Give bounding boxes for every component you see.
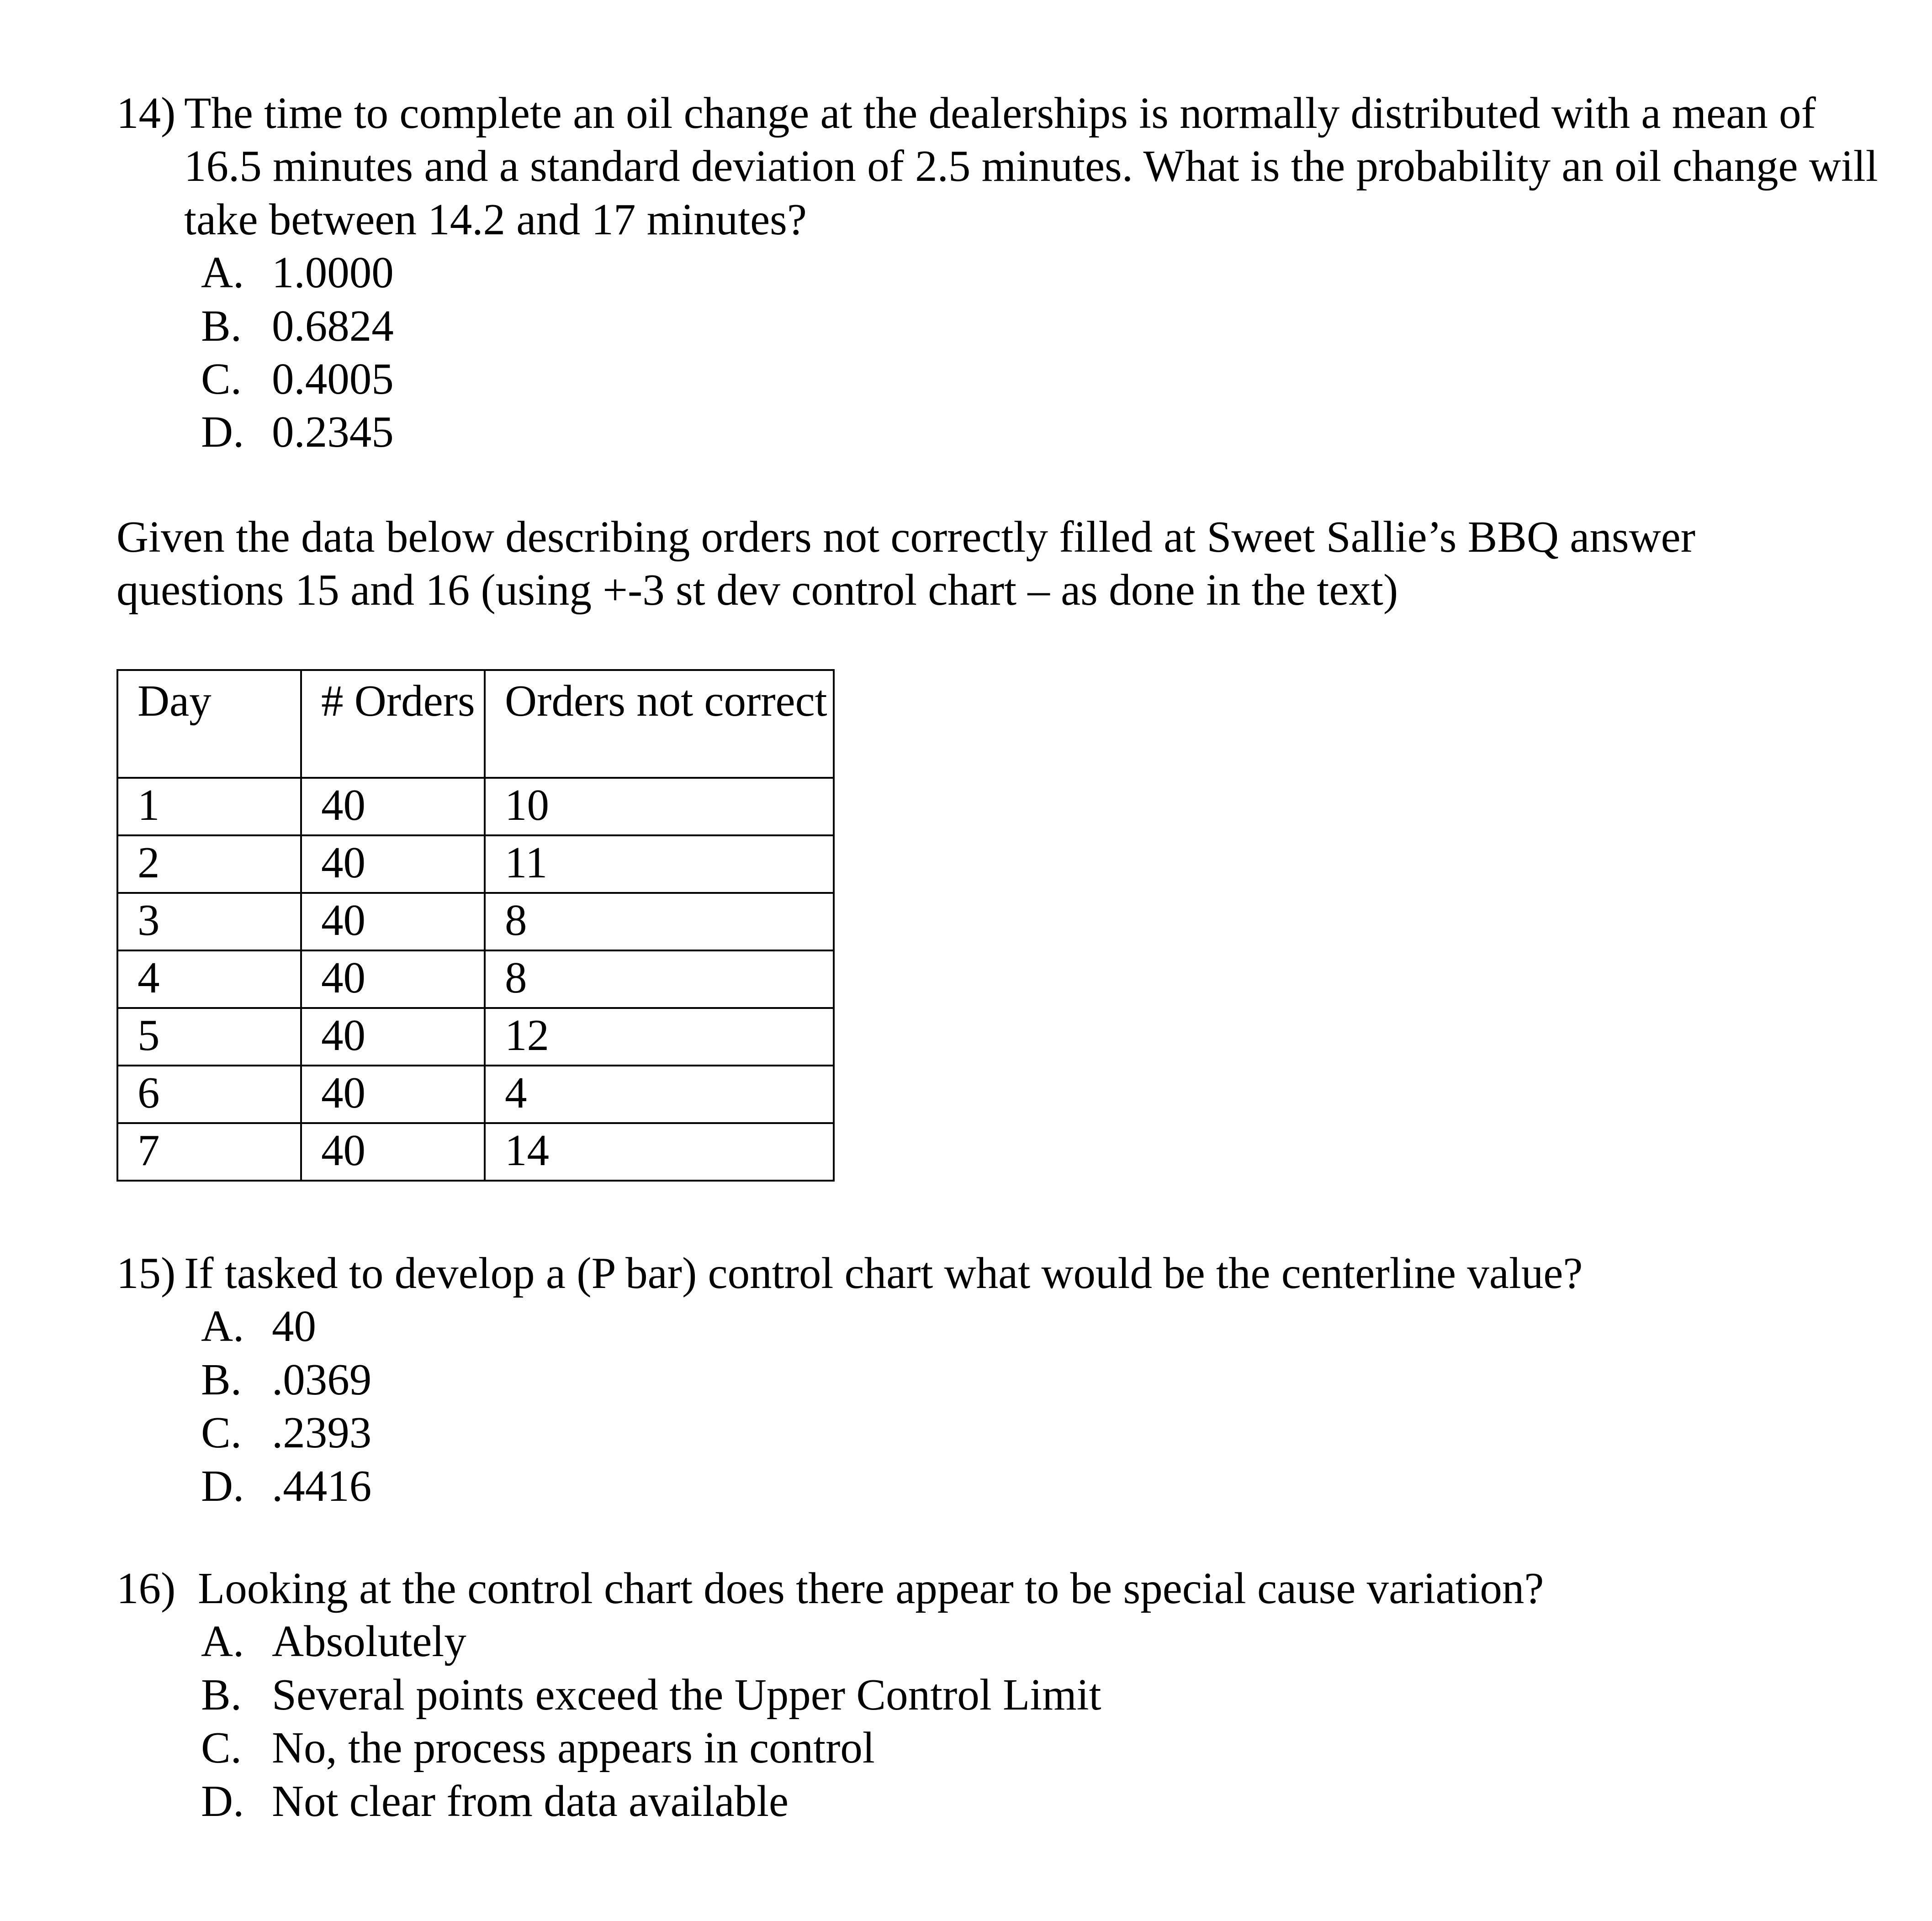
- option-letter: C.: [201, 354, 242, 403]
- option-letter: D.: [201, 1776, 244, 1826]
- cell-orders: 40: [301, 1123, 485, 1181]
- cell-orders: 40: [301, 893, 485, 950]
- cell-not-correct: 4: [485, 1066, 834, 1123]
- option-b: [201, 1668, 1921, 1721]
- table-row: [117, 893, 834, 950]
- cell-not-correct: 8: [485, 950, 834, 1008]
- cell-not-correct: 11: [485, 835, 834, 893]
- question-16: [116, 1562, 1921, 1828]
- cell-day: 3: [117, 893, 301, 950]
- option-text: .2393: [272, 1408, 372, 1457]
- option-a: [201, 1300, 1921, 1353]
- answer-options: [201, 1615, 1921, 1828]
- cell-day: 5: [117, 1008, 301, 1066]
- option-text: Not clear from data available: [272, 1776, 789, 1826]
- option-text: 0.4005: [272, 354, 394, 403]
- option-letter: A.: [201, 1617, 244, 1666]
- option-text: .4416: [272, 1461, 372, 1510]
- table-row: [117, 1066, 834, 1123]
- option-letter: D.: [201, 1461, 244, 1510]
- option-letter: A.: [201, 1302, 244, 1351]
- question-number: 16): [116, 1564, 176, 1613]
- option-letter: B.: [201, 1355, 242, 1404]
- option-letter: B.: [201, 1670, 242, 1719]
- question-number: 14): [116, 89, 176, 137]
- cell-orders: 40: [301, 950, 485, 1008]
- cell-not-correct: 12: [485, 1008, 834, 1066]
- option-text: Several points exceed the Upper Control Limit: [272, 1670, 1101, 1719]
- question-number: 15): [116, 1249, 176, 1298]
- question-14: [116, 87, 1889, 459]
- option-text: Absolutely: [272, 1617, 466, 1666]
- option-letter: C.: [201, 1723, 242, 1773]
- cell-orders: 40: [301, 1008, 485, 1066]
- option-b: [201, 300, 1889, 353]
- option-letter: B.: [201, 301, 242, 350]
- option-text: 0.6824: [272, 301, 394, 350]
- table-row: [117, 835, 834, 893]
- option-text: 0.2345: [272, 407, 394, 457]
- option-c: [201, 1721, 1921, 1774]
- option-b: [201, 1353, 1921, 1406]
- option-c: [201, 353, 1889, 406]
- option-letter: C.: [201, 1408, 242, 1457]
- cell-not-correct: 10: [485, 778, 834, 835]
- option-d: [201, 406, 1889, 459]
- answer-options: [201, 246, 1889, 459]
- question-text: If tasked to develop a (P bar) control chart what would be the centerline value?: [184, 1249, 1583, 1298]
- option-d: [201, 1460, 1921, 1513]
- option-d: [201, 1775, 1921, 1828]
- option-text: No, the process appears in control: [272, 1723, 875, 1773]
- option-letter: A.: [201, 248, 244, 297]
- cell-day: 2: [117, 835, 301, 893]
- question-15: [116, 1247, 1921, 1513]
- cell-not-correct: 8: [485, 893, 834, 950]
- table-row: [117, 1123, 834, 1181]
- cell-orders: 40: [301, 778, 485, 835]
- orders-table: [116, 669, 835, 1182]
- option-a: [201, 1615, 1921, 1668]
- question-text: Looking at the control chart does there appear to be special cause variation?: [198, 1564, 1544, 1613]
- answer-options: [201, 1300, 1921, 1513]
- cell-day: 4: [117, 950, 301, 1008]
- option-text: 1.0000: [272, 248, 394, 297]
- cell-day: 1: [117, 778, 301, 835]
- option-letter: D.: [201, 407, 244, 457]
- table-row: [117, 950, 834, 1008]
- cell-orders: 40: [301, 835, 485, 893]
- cell-not-correct: 14: [485, 1123, 834, 1181]
- option-text: .0369: [272, 1355, 372, 1404]
- table-header-row: [117, 670, 834, 778]
- option-a: [201, 246, 1889, 299]
- table-row: [117, 778, 834, 835]
- header-orders: # Orders: [301, 670, 485, 778]
- intro-paragraph: Given the data below describing orders not correctly filled at Sweet Sallie’s BBQ answer questions 15 and 16 (using +-3 st dev control chart – as done in the text): [116, 512, 1696, 615]
- option-c: [201, 1406, 1921, 1459]
- header-day: Day: [117, 670, 301, 778]
- cell-day: 6: [117, 1066, 301, 1123]
- cell-day: 7: [117, 1123, 301, 1181]
- option-text: 40: [272, 1302, 316, 1351]
- cell-orders: 40: [301, 1066, 485, 1123]
- header-orders-not-correct: Orders not correct: [485, 670, 834, 778]
- table-row: [117, 1008, 834, 1066]
- question-text: The time to complete an oil change at the dealerships is normally distributed with a mean of 16.5 minutes and a standard deviation of 2.5 minutes. What is the probability an oil change will take between 14.2 and 17 minutes?: [184, 89, 1878, 244]
